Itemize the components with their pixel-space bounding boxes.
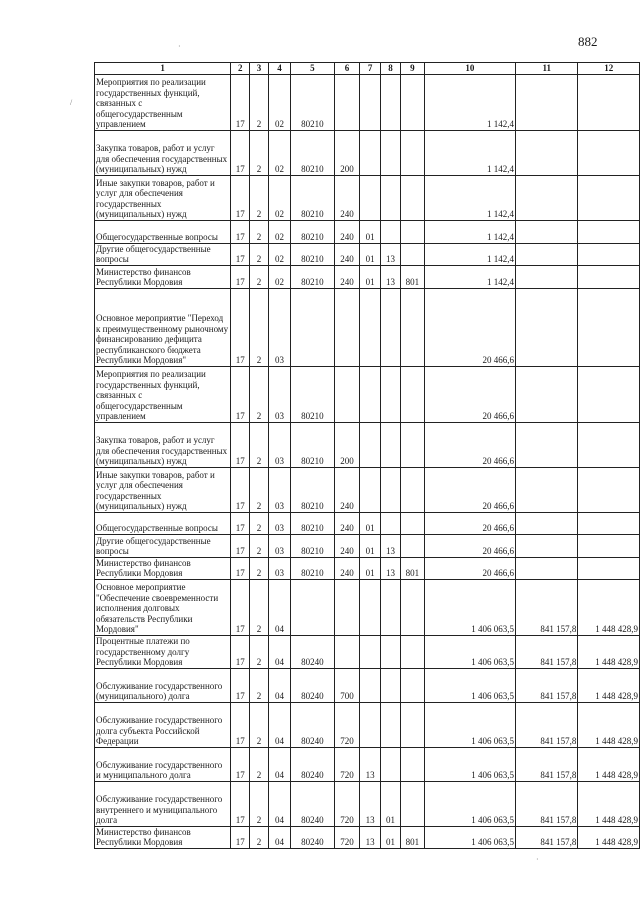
table-cell bbox=[578, 467, 640, 512]
table-cell: 841 157,8 bbox=[516, 635, 578, 668]
table-cell: 20 466,6 bbox=[424, 512, 515, 534]
table-cell: 01 bbox=[360, 557, 381, 579]
table-cell: 80210 bbox=[291, 265, 334, 288]
scan-mark: · bbox=[178, 42, 181, 51]
table-cell: 720 bbox=[334, 747, 360, 781]
table-cell: 240 bbox=[334, 175, 360, 220]
table-cell: 01 bbox=[381, 781, 401, 826]
row-name-cell: Иные закупки товаров, работ и услуг для обеспечения государственных (муниципальных) нужд bbox=[95, 467, 231, 512]
table-cell: 13 bbox=[381, 265, 401, 288]
table-cell: 04 bbox=[268, 747, 290, 781]
table-cell: 17 bbox=[231, 74, 250, 130]
column-header: 9 bbox=[400, 63, 424, 75]
row-name-cell: Закупка товаров, работ и услуг для обеспечения государственных (муниципальных) нужд bbox=[95, 130, 231, 175]
table-cell bbox=[516, 243, 578, 265]
table-cell: 03 bbox=[268, 422, 290, 467]
table-cell: 17 bbox=[231, 579, 250, 635]
column-header: 3 bbox=[250, 63, 268, 75]
table-cell: 700 bbox=[334, 668, 360, 702]
table-cell: 2 bbox=[250, 702, 268, 747]
table-cell bbox=[400, 668, 424, 702]
table-cell: 1 406 063,5 bbox=[424, 702, 515, 747]
scan-mark: · bbox=[536, 855, 539, 864]
table-cell: 841 157,8 bbox=[516, 702, 578, 747]
table-cell: 240 bbox=[334, 265, 360, 288]
table-cell bbox=[400, 747, 424, 781]
table-cell: 2 bbox=[250, 265, 268, 288]
table-cell bbox=[381, 175, 401, 220]
table-cell: 1 406 063,5 bbox=[424, 747, 515, 781]
table-cell: 2 bbox=[250, 826, 268, 848]
table-cell bbox=[334, 288, 360, 366]
table-cell bbox=[400, 781, 424, 826]
table-cell: 13 bbox=[360, 747, 381, 781]
table-cell bbox=[291, 579, 334, 635]
table-cell bbox=[578, 243, 640, 265]
table-cell bbox=[400, 422, 424, 467]
table-cell bbox=[400, 175, 424, 220]
table-cell bbox=[578, 366, 640, 422]
table-cell bbox=[381, 130, 401, 175]
table-cell bbox=[578, 265, 640, 288]
table-cell bbox=[400, 243, 424, 265]
table-cell bbox=[360, 175, 381, 220]
table-cell: 17 bbox=[231, 635, 250, 668]
table-cell: 1 448 428,9 bbox=[578, 826, 640, 848]
table-cell: 1 142,4 bbox=[424, 130, 515, 175]
table-cell bbox=[400, 74, 424, 130]
table-row bbox=[95, 130, 640, 175]
table-cell bbox=[516, 220, 578, 243]
table-cell bbox=[516, 265, 578, 288]
table-cell: 17 bbox=[231, 243, 250, 265]
table-cell: 02 bbox=[268, 175, 290, 220]
column-header: 1 bbox=[95, 63, 231, 75]
table-cell: 841 157,8 bbox=[516, 668, 578, 702]
table-cell: 17 bbox=[231, 175, 250, 220]
table-cell: 2 bbox=[250, 175, 268, 220]
column-header: 6 bbox=[334, 63, 360, 75]
table-row bbox=[95, 747, 640, 781]
table-cell bbox=[360, 130, 381, 175]
table-row bbox=[95, 220, 640, 243]
table-cell: 80240 bbox=[291, 702, 334, 747]
page-number: 882 bbox=[578, 34, 598, 49]
table-cell: 801 bbox=[400, 826, 424, 848]
table-cell: 01 bbox=[360, 220, 381, 243]
table-row bbox=[95, 702, 640, 747]
table-cell: 03 bbox=[268, 557, 290, 579]
table-cell: 720 bbox=[334, 826, 360, 848]
table-cell bbox=[578, 74, 640, 130]
table-cell: 2 bbox=[250, 534, 268, 557]
column-header: 5 bbox=[291, 63, 334, 75]
table-cell bbox=[578, 512, 640, 534]
table-cell: 80210 bbox=[291, 130, 334, 175]
table-cell: 02 bbox=[268, 220, 290, 243]
table-cell: 80240 bbox=[291, 826, 334, 848]
table-cell: 240 bbox=[334, 512, 360, 534]
table-cell: 04 bbox=[268, 702, 290, 747]
table-cell bbox=[516, 74, 578, 130]
table-cell: 841 157,8 bbox=[516, 579, 578, 635]
table-cell bbox=[381, 702, 401, 747]
table-cell: 04 bbox=[268, 781, 290, 826]
budget-table bbox=[94, 62, 640, 849]
table-cell: 2 bbox=[250, 243, 268, 265]
table-row bbox=[95, 512, 640, 534]
table-cell: 240 bbox=[334, 534, 360, 557]
table-row bbox=[95, 175, 640, 220]
table-cell: 2 bbox=[250, 747, 268, 781]
table-cell: 02 bbox=[268, 74, 290, 130]
table-cell bbox=[516, 175, 578, 220]
table-cell: 17 bbox=[231, 467, 250, 512]
table-cell: 1 142,4 bbox=[424, 175, 515, 220]
table-cell: 2 bbox=[250, 635, 268, 668]
table-cell: 80210 bbox=[291, 74, 334, 130]
table-cell: 04 bbox=[268, 668, 290, 702]
table-cell: 80210 bbox=[291, 243, 334, 265]
table-row bbox=[95, 467, 640, 512]
table-cell: 17 bbox=[231, 265, 250, 288]
table-cell: 1 448 428,9 bbox=[578, 635, 640, 668]
table-cell bbox=[360, 702, 381, 747]
row-name-cell: Общегосударственные вопросы bbox=[95, 220, 231, 243]
row-name-cell: Процентные платежи по государственному долгу Республики Мордовия bbox=[95, 635, 231, 668]
table-cell: 02 bbox=[268, 265, 290, 288]
row-name-cell: Министерство финансов Республики Мордовия bbox=[95, 265, 231, 288]
table-row bbox=[95, 781, 640, 826]
table-cell bbox=[578, 130, 640, 175]
table-cell bbox=[334, 74, 360, 130]
table-cell: 01 bbox=[360, 265, 381, 288]
table-cell: 17 bbox=[231, 826, 250, 848]
table-row bbox=[95, 288, 640, 366]
table-cell bbox=[360, 579, 381, 635]
row-name-cell: Мероприятия по реализации государственных функций, связанных с общегосударственным управлением bbox=[95, 74, 231, 130]
row-name-cell: Закупка товаров, работ и услуг для обеспечения государственных (муниципальных) нужд bbox=[95, 422, 231, 467]
table-cell bbox=[381, 668, 401, 702]
table-cell: 13 bbox=[360, 781, 381, 826]
table-cell: 1 142,4 bbox=[424, 243, 515, 265]
table-cell bbox=[516, 422, 578, 467]
table-cell bbox=[360, 422, 381, 467]
row-name-cell: Обслуживание государственного долга субъекта Российской Федерации bbox=[95, 702, 231, 747]
scan-mark: / bbox=[70, 98, 73, 107]
table-cell: 841 157,8 bbox=[516, 781, 578, 826]
table-row bbox=[95, 534, 640, 557]
table-cell: 03 bbox=[268, 467, 290, 512]
table-cell: 2 bbox=[250, 467, 268, 512]
table-cell: 1 406 063,5 bbox=[424, 635, 515, 668]
table-cell: 240 bbox=[334, 557, 360, 579]
table-cell: 13 bbox=[381, 557, 401, 579]
table-cell bbox=[360, 635, 381, 668]
table-cell bbox=[400, 220, 424, 243]
table-cell: 2 bbox=[250, 130, 268, 175]
table-cell bbox=[381, 467, 401, 512]
table-cell: 841 157,8 bbox=[516, 747, 578, 781]
table-cell: 1 448 428,9 bbox=[578, 747, 640, 781]
table-cell bbox=[381, 422, 401, 467]
table-cell bbox=[578, 422, 640, 467]
table-cell: 03 bbox=[268, 288, 290, 366]
table-cell: 13 bbox=[381, 243, 401, 265]
table-cell: 17 bbox=[231, 422, 250, 467]
table-cell: 80210 bbox=[291, 366, 334, 422]
row-name-cell: Другие общегосударственные вопросы bbox=[95, 534, 231, 557]
table-cell: 1 142,4 bbox=[424, 220, 515, 243]
table-cell bbox=[578, 288, 640, 366]
table-cell bbox=[400, 130, 424, 175]
table-cell: 841 157,8 bbox=[516, 826, 578, 848]
table-cell bbox=[360, 668, 381, 702]
table-cell: 80240 bbox=[291, 635, 334, 668]
table-cell bbox=[516, 288, 578, 366]
table-cell bbox=[360, 74, 381, 130]
table-cell bbox=[400, 579, 424, 635]
table-header-row bbox=[95, 63, 640, 75]
table-cell bbox=[381, 220, 401, 243]
table-cell: 04 bbox=[268, 579, 290, 635]
table-cell bbox=[578, 534, 640, 557]
table-cell: 2 bbox=[250, 366, 268, 422]
table-cell: 20 466,6 bbox=[424, 288, 515, 366]
table-cell bbox=[360, 467, 381, 512]
table-row bbox=[95, 366, 640, 422]
table-cell bbox=[400, 467, 424, 512]
table-cell: 240 bbox=[334, 243, 360, 265]
table-cell: 17 bbox=[231, 220, 250, 243]
table-cell bbox=[381, 366, 401, 422]
table-cell: 17 bbox=[231, 747, 250, 781]
table-cell: 1 406 063,5 bbox=[424, 668, 515, 702]
table-cell bbox=[381, 288, 401, 366]
table-row bbox=[95, 635, 640, 668]
table-cell: 03 bbox=[268, 534, 290, 557]
table-cell: 80210 bbox=[291, 422, 334, 467]
table-row bbox=[95, 422, 640, 467]
row-name-cell: Министерство финансов Республики Мордовия bbox=[95, 557, 231, 579]
column-header: 10 bbox=[424, 63, 515, 75]
table-cell: 1 448 428,9 bbox=[578, 781, 640, 826]
table-cell: 200 bbox=[334, 422, 360, 467]
table-cell: 80210 bbox=[291, 534, 334, 557]
row-name-cell: Мероприятия по реализации государственных функций, связанных с общегосударственным управлением bbox=[95, 366, 231, 422]
table-cell: 2 bbox=[250, 668, 268, 702]
table-cell: 1 406 063,5 bbox=[424, 579, 515, 635]
table-cell: 13 bbox=[360, 826, 381, 848]
column-header: 7 bbox=[360, 63, 381, 75]
table-cell: 13 bbox=[381, 534, 401, 557]
table-cell bbox=[578, 557, 640, 579]
table-cell: 17 bbox=[231, 702, 250, 747]
table-cell bbox=[400, 635, 424, 668]
table-row bbox=[95, 265, 640, 288]
table-cell: 2 bbox=[250, 579, 268, 635]
table-cell: 02 bbox=[268, 130, 290, 175]
table-cell: 80210 bbox=[291, 220, 334, 243]
table-cell: 20 466,6 bbox=[424, 557, 515, 579]
table-cell bbox=[578, 175, 640, 220]
table-cell: 1 406 063,5 bbox=[424, 826, 515, 848]
table-cell: 240 bbox=[334, 220, 360, 243]
table-cell bbox=[360, 288, 381, 366]
table-cell: 720 bbox=[334, 781, 360, 826]
row-name-cell: Обслуживание государственного внутреннего и муниципального долга bbox=[95, 781, 231, 826]
table-cell: 1 142,4 bbox=[424, 74, 515, 130]
table-cell bbox=[516, 130, 578, 175]
table-cell: 1 448 428,9 bbox=[578, 702, 640, 747]
table-cell: 17 bbox=[231, 130, 250, 175]
table-cell: 01 bbox=[360, 243, 381, 265]
column-header: 4 bbox=[268, 63, 290, 75]
table-cell bbox=[516, 467, 578, 512]
table-row bbox=[95, 826, 640, 848]
table-cell bbox=[381, 512, 401, 534]
table-cell: 03 bbox=[268, 512, 290, 534]
table-cell bbox=[516, 366, 578, 422]
table-cell: 80210 bbox=[291, 512, 334, 534]
table-cell bbox=[400, 512, 424, 534]
table-cell: 20 466,6 bbox=[424, 467, 515, 512]
table-cell bbox=[400, 366, 424, 422]
table-cell bbox=[578, 220, 640, 243]
column-header: 2 bbox=[231, 63, 250, 75]
table-cell: 80210 bbox=[291, 467, 334, 512]
table-cell: 2 bbox=[250, 781, 268, 826]
table-cell: 01 bbox=[381, 826, 401, 848]
table-cell: 240 bbox=[334, 467, 360, 512]
column-header: 12 bbox=[578, 63, 640, 75]
table-cell bbox=[381, 579, 401, 635]
table-cell: 801 bbox=[400, 265, 424, 288]
table-cell: 20 466,6 bbox=[424, 422, 515, 467]
table-cell bbox=[291, 288, 334, 366]
table-cell: 80240 bbox=[291, 781, 334, 826]
row-name-cell: Обслуживание государственного (муниципального) долга bbox=[95, 668, 231, 702]
table-cell bbox=[334, 579, 360, 635]
table-cell: 04 bbox=[268, 826, 290, 848]
table-cell bbox=[360, 366, 381, 422]
table-cell: 17 bbox=[231, 366, 250, 422]
table-row bbox=[95, 557, 640, 579]
table-cell: 02 bbox=[268, 243, 290, 265]
table-cell: 1 406 063,5 bbox=[424, 781, 515, 826]
table-cell bbox=[516, 534, 578, 557]
table-cell bbox=[516, 512, 578, 534]
table-cell: 2 bbox=[250, 557, 268, 579]
table-cell: 1 448 428,9 bbox=[578, 579, 640, 635]
table-cell: 80240 bbox=[291, 668, 334, 702]
table-row bbox=[95, 668, 640, 702]
row-name-cell: Общегосударственные вопросы bbox=[95, 512, 231, 534]
row-name-cell: Министерство финансов Республики Мордовия bbox=[95, 826, 231, 848]
row-name-cell: Основное мероприятие "Переход к преимущественному рыночному финансированию дефицита республиканского бюджета Республики Мордовия" bbox=[95, 288, 231, 366]
table-cell bbox=[334, 366, 360, 422]
table-cell bbox=[400, 288, 424, 366]
table-cell: 801 bbox=[400, 557, 424, 579]
table-cell: 01 bbox=[360, 512, 381, 534]
table-cell: 1 142,4 bbox=[424, 265, 515, 288]
table-cell: 2 bbox=[250, 74, 268, 130]
table-cell: 720 bbox=[334, 702, 360, 747]
table-cell: 03 bbox=[268, 366, 290, 422]
table-cell bbox=[381, 74, 401, 130]
table-cell: 80210 bbox=[291, 557, 334, 579]
table-cell: 01 bbox=[360, 534, 381, 557]
table-row bbox=[95, 579, 640, 635]
table-cell: 17 bbox=[231, 668, 250, 702]
table-cell: 20 466,6 bbox=[424, 534, 515, 557]
table-row bbox=[95, 243, 640, 265]
table-row bbox=[95, 74, 640, 130]
table-cell: 2 bbox=[250, 288, 268, 366]
row-name-cell: Другие общегосударственные вопросы bbox=[95, 243, 231, 265]
table-cell: 04 bbox=[268, 635, 290, 668]
table-cell: 17 bbox=[231, 557, 250, 579]
table-cell: 17 bbox=[231, 534, 250, 557]
table-cell bbox=[400, 534, 424, 557]
table-cell: 80240 bbox=[291, 747, 334, 781]
row-name-cell: Иные закупки товаров, работ и услуг для обеспечения государственных (муниципальных) нужд bbox=[95, 175, 231, 220]
column-header: 8 bbox=[381, 63, 401, 75]
table-cell bbox=[400, 702, 424, 747]
row-name-cell: Обслуживание государственного и муниципального долга bbox=[95, 747, 231, 781]
table-body bbox=[95, 63, 640, 849]
table-cell: 2 bbox=[250, 220, 268, 243]
table-cell: 2 bbox=[250, 422, 268, 467]
table-cell bbox=[334, 635, 360, 668]
table-cell bbox=[381, 747, 401, 781]
table-cell: 17 bbox=[231, 781, 250, 826]
table-cell bbox=[381, 635, 401, 668]
table-cell: 2 bbox=[250, 512, 268, 534]
table-cell: 1 448 428,9 bbox=[578, 668, 640, 702]
table-cell: 200 bbox=[334, 130, 360, 175]
table-cell bbox=[516, 557, 578, 579]
table-cell: 17 bbox=[231, 512, 250, 534]
table-cell: 17 bbox=[231, 288, 250, 366]
table-cell: 80210 bbox=[291, 175, 334, 220]
row-name-cell: Основное мероприятие "Обеспечение своевременности исполнения долговых обязательств Республики Мордовия" bbox=[95, 579, 231, 635]
table-cell: 20 466,6 bbox=[424, 366, 515, 422]
column-header: 11 bbox=[516, 63, 578, 75]
